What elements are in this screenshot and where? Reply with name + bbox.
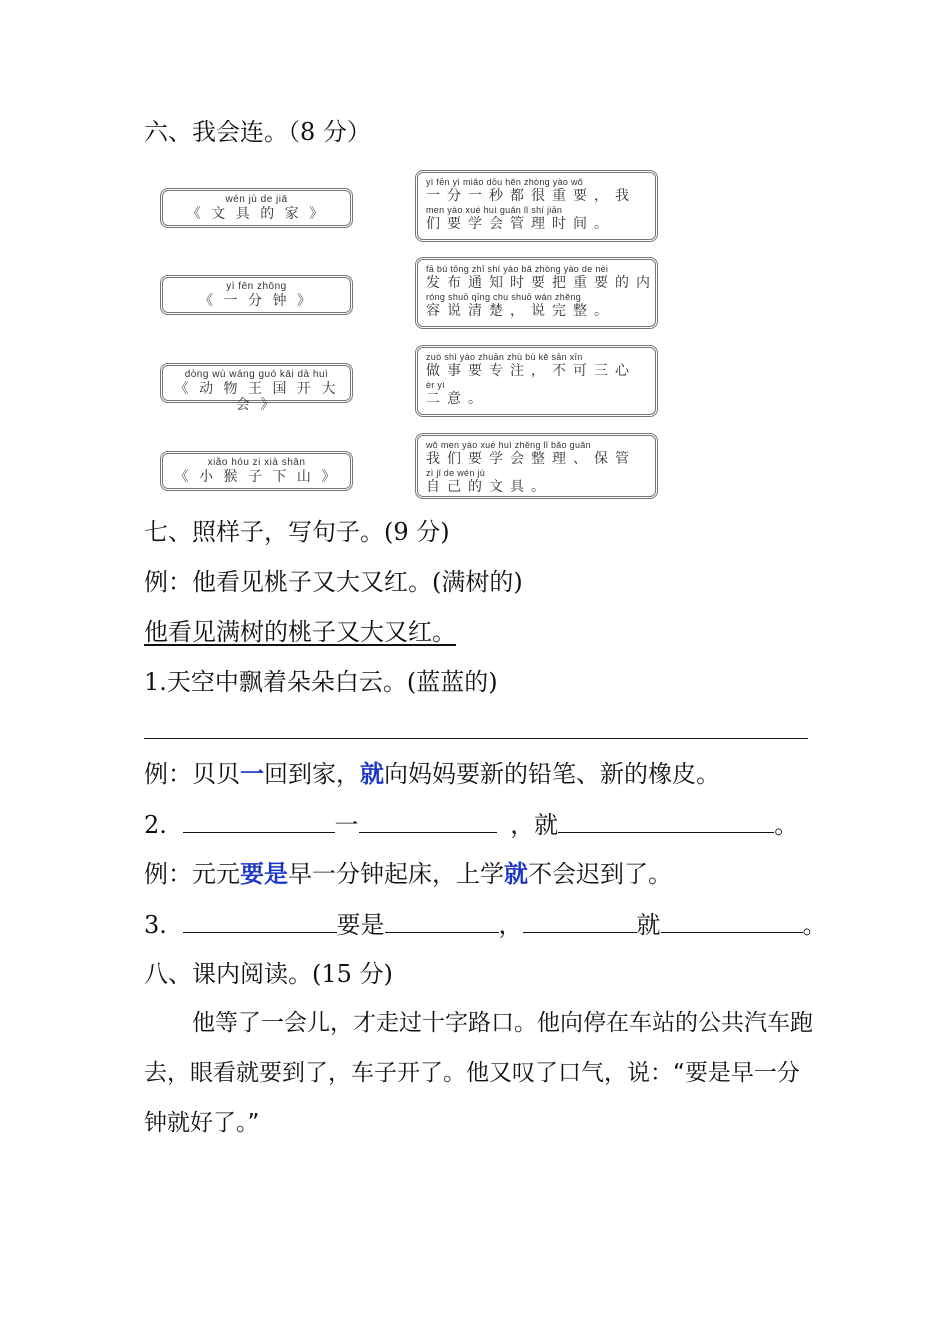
blank-field[interactable] <box>183 808 335 833</box>
right-item[interactable]: wǒ men yào xué huì zhěng lǐ bǎo guǎn 我们要学会整理、保管 zì jǐ de wén jù 自己的文具。 <box>415 433 658 499</box>
left-item[interactable]: yì fēn zhōng 《 一 分 钟 》 <box>160 275 353 315</box>
example3: 例：元元要是早一分钟起床，上学就不会迟到了。 <box>144 859 672 888</box>
example1: 例：他看见桃子又大又红。(满树的) <box>144 568 523 596</box>
blank-field[interactable] <box>523 908 637 933</box>
blank-field[interactable] <box>661 908 803 933</box>
question1: 1.天空中飘着朵朵白云。(蓝蓝的) <box>144 668 498 696</box>
question2: 2. 一 ，就 。 <box>144 808 798 841</box>
section8-title: 八、课内阅读。(15 分) <box>144 960 393 988</box>
right-item[interactable]: fā bù tōng zhī shí yào bǎ zhòng yào de nèi 发布通知时要把重要的内 róng shuō qīng chu shuō wán zhěng 容说清楚，说完整。 <box>415 257 658 329</box>
blank-field[interactable] <box>558 808 774 833</box>
left-item[interactable]: wén jù de jiā 《 文 具 的 家 》 <box>160 188 353 228</box>
reading-passage: 他等了一会儿，才走过十字路口。他向停在车站的公共汽车跑去，眼看就要到了，车子开了。他又叹了口气，说：“要是早一分钟就好了。” <box>144 1010 813 1136</box>
right-item[interactable]: zuò shì yào zhuān zhù bù kě sān xīn 做事要专注，不可三心 èr yì 二意。 <box>415 345 658 417</box>
keyword: 就 <box>504 859 528 888</box>
keyword: 就 <box>360 759 384 788</box>
example1-answer: 他看见满树的桃子又大又红。 <box>144 618 456 646</box>
right-item[interactable]: yì fēn yì miǎo dōu hěn zhòng yào wǒ 一分一秒都很重要，我 men yào xué huì guǎn lǐ shí jiān 们要学会管理时间。 <box>415 170 658 242</box>
answer-line-1[interactable] <box>144 738 808 739</box>
section6-title: 六、我会连。（8 分） <box>144 118 371 146</box>
keyword: 一 <box>240 759 264 788</box>
left-item[interactable]: dòng wù wáng guó kāi dà huì 《 动 物 王 国 开 大 会 》 <box>160 363 353 403</box>
question3: 3. 要是 ， 就 。 <box>144 908 827 941</box>
blank-field[interactable] <box>359 808 497 833</box>
example2: 例：贝贝一回到家，就向妈妈要新的铅笔、新的橡皮。 <box>144 759 720 788</box>
section7-title: 七、照样子，写句子。(9 分) <box>144 518 450 546</box>
blank-field[interactable] <box>183 908 337 933</box>
blank-field[interactable] <box>385 908 499 933</box>
keyword: 要是 <box>240 859 288 888</box>
left-item[interactable]: xiǎo hóu zi xià shān 《 小 猴 子 下 山 》 <box>160 451 353 491</box>
